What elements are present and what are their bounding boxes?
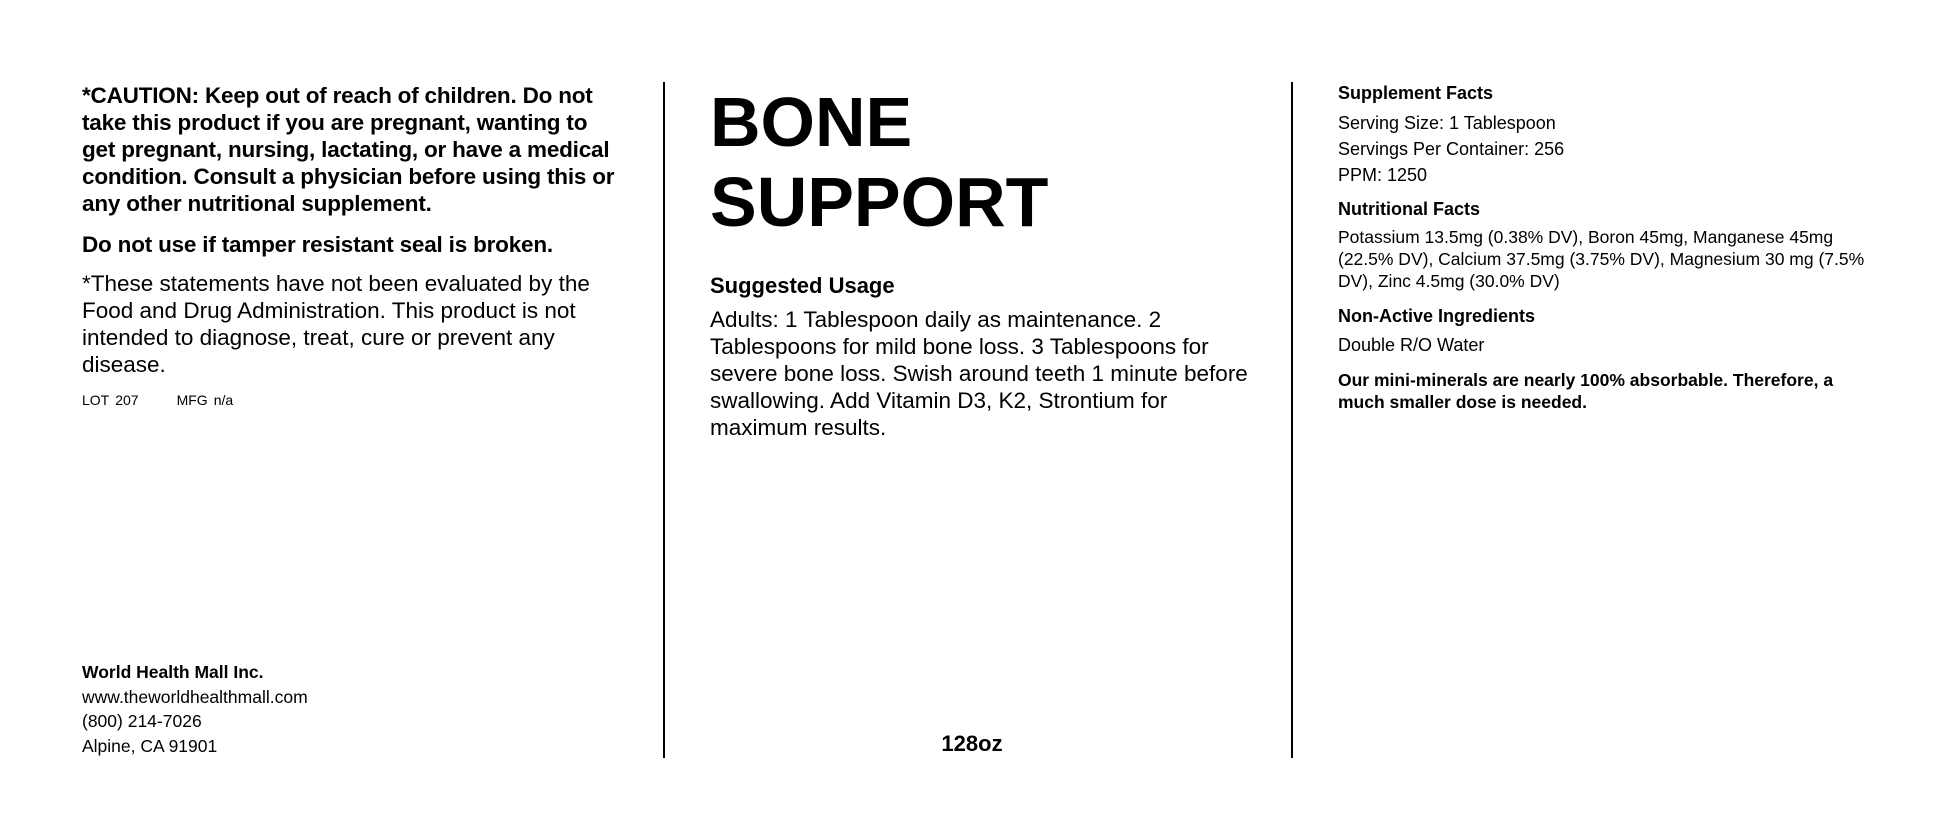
fda-disclaimer: *These statements have not been evaluated by the Food and Drug Administration. This product is not intended to diagnose, treat, cure or prevent any disease. bbox=[82, 271, 590, 377]
mfg-label: MFG bbox=[176, 392, 208, 408]
mfg-value: n/a bbox=[213, 392, 234, 408]
left-panel bbox=[82, 82, 622, 758]
company-website: www.theworldhealthmall.com bbox=[82, 686, 308, 707]
column-divider bbox=[663, 82, 665, 758]
caution-warning: *CAUTION: Keep out of reach of children. Do not take this product if you are pregnant, wanting to get pregnant, nursing, lactating, or have a medical condition. Consult a physician before using this or any other nutritional supplement. bbox=[82, 83, 615, 216]
column-divider bbox=[1291, 82, 1293, 758]
container-size: 128oz bbox=[941, 731, 1003, 756]
right-panel bbox=[1338, 82, 1878, 758]
servings-per-container: Servings Per Container: 256 bbox=[1338, 139, 1565, 159]
company-name: World Health Mall Inc. bbox=[82, 662, 264, 682]
nutritional-facts-text: Potassium 13.5mg (0.38% DV), Boron 45mg, Manganese 45mg (22.5% DV), Calcium 37.5mg (3.75% DV), Magnesium 30 mg (7.5% DV), Zinc 4.5mg (30.0% DV) bbox=[1338, 227, 1865, 291]
company-address: Alpine, CA 91901 bbox=[82, 735, 218, 756]
center-panel bbox=[710, 82, 1250, 758]
tamper-warning: Do not use if tamper resistant seal is broken. bbox=[82, 232, 553, 257]
serving-size: Serving Size: 1 Tablespoon bbox=[1338, 113, 1556, 133]
usage-heading: Suggested Usage bbox=[710, 273, 895, 298]
product-title: BONE SUPPORT bbox=[710, 83, 1049, 241]
supplement-facts-heading: Supplement Facts bbox=[1338, 83, 1494, 103]
company-phone: (800) 214-7026 bbox=[82, 711, 202, 731]
usage-text: Adults: 1 Tablespoon daily as maintenance. 2 Tablespoons for mild bone loss. 3 Tablespoons for severe bone loss. Swish around teeth 1 minute before swallowing. Add Vitamin D3, K2, Strontium for maximum results. bbox=[710, 307, 1248, 440]
ppm: PPM: 1250 bbox=[1338, 165, 1428, 185]
lot-label: LOT bbox=[82, 392, 110, 408]
nutritional-facts-heading: Nutritional Facts bbox=[1338, 199, 1481, 219]
lot-number: 207 bbox=[115, 392, 139, 408]
absorbability-note: Our mini-minerals are nearly 100% absorbable. Therefore, a much smaller dose is needed. bbox=[1338, 370, 1834, 412]
non-active-ingredients-text: Double R/O Water bbox=[1338, 335, 1485, 355]
lot-mfg-line bbox=[82, 391, 622, 409]
non-active-ingredients-heading: Non-Active Ingredients bbox=[1338, 306, 1536, 326]
company-info bbox=[82, 660, 308, 758]
serving-info bbox=[1338, 110, 1878, 188]
